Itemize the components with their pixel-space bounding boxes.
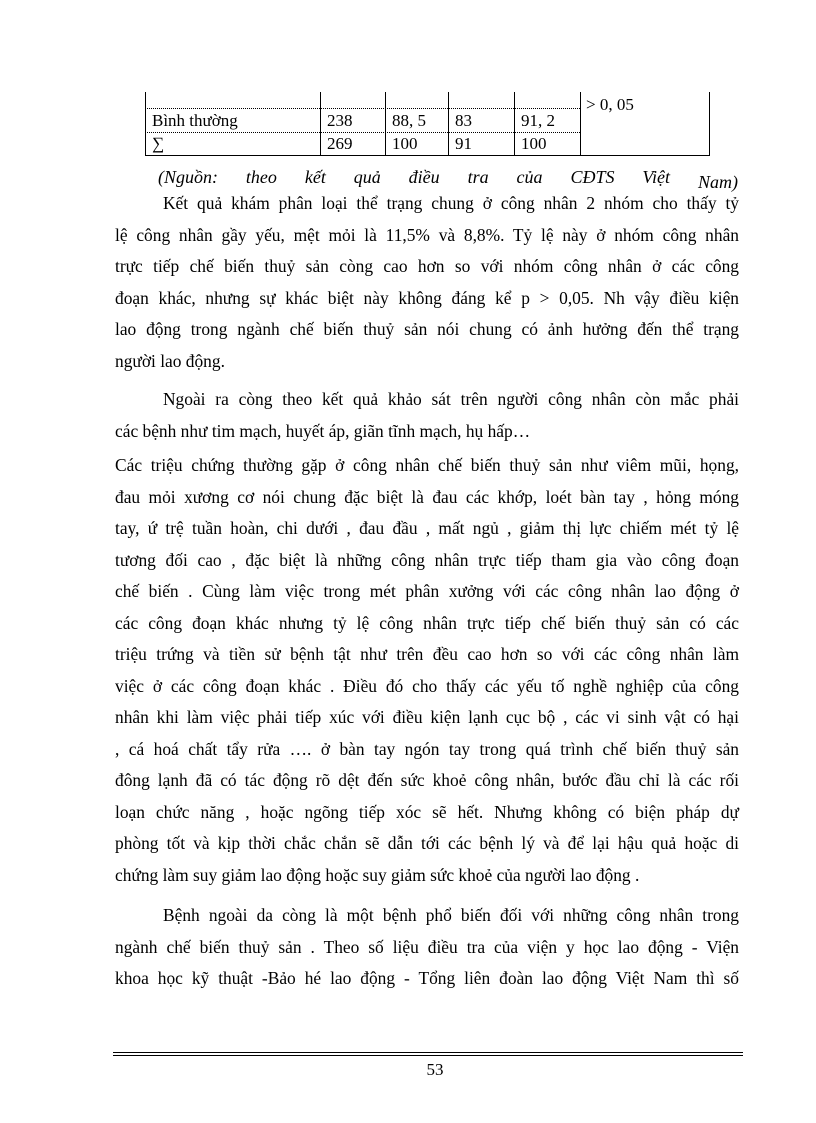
text-line: các công đoạn khác nhưng tỷ lệ công nhân trực tiếp chế biến thuỷ sản có các xyxy=(115,612,739,633)
text-line: , cá hoá chất tẩy rửa …. ở bàn tay ngón tay trong quá trình chế biến thuỷ sản xyxy=(115,738,739,759)
text-line: Các triệu chứng thường gặp ở công nhân chế biến thuỷ sản như viêm mũi, họng, xyxy=(115,455,739,475)
text-line: đông lạnh đã có tác động rõ dệt đến sức khoẻ công nhân, bước đầu chỉ là các rối xyxy=(115,770,739,790)
table-rule xyxy=(145,155,710,156)
text-line: loạn chức năng , hoặc ngõng tiếp xóc sẽ hết. Nhưng không có biện pháp dự xyxy=(115,801,739,822)
body-paragraph xyxy=(115,450,739,891)
table-divider xyxy=(580,92,581,156)
body-paragraph xyxy=(115,900,739,995)
table-divider xyxy=(448,92,449,156)
table-border-left xyxy=(145,92,146,156)
table-divider xyxy=(514,92,515,156)
table-cell: 100 xyxy=(521,134,547,153)
table-rule xyxy=(145,132,580,133)
caption-word: CĐTS xyxy=(570,167,615,187)
text-line: triệu trứng và tiền sử bệnh tật như trên đều cao hơn so với các công nhân làm xyxy=(115,644,739,664)
p-value-cell: > 0, 05 xyxy=(586,95,634,114)
table-cell: 269 xyxy=(327,134,353,153)
text-line: chế biến . Cùng làm việc trong mét phân xưởng với các công nhân lao động ở xyxy=(115,581,739,601)
text-line: khoa học kỹ thuật -Bảo hé lao động - Tổng liên đoàn lao động Việt Nam thì số xyxy=(115,968,739,988)
body-paragraph xyxy=(115,188,739,377)
caption-word: Việt xyxy=(642,167,671,187)
text-line: việc ở các công đoạn khác . Điều đó cho thấy các yếu tố nghề nghiệp của công xyxy=(115,675,739,696)
footer-rule xyxy=(113,1052,743,1053)
table-cell: 100 xyxy=(392,134,418,153)
footer-rule xyxy=(113,1055,743,1056)
text-line: Ngoài ra còng theo kết quả khảo sát trên người công nhân còn mắc phải xyxy=(163,389,739,409)
text-line: đau mỏi xương cơ nói chung đặc biệt là đau các khớp, loét bàn tay , hỏng móng xyxy=(115,486,739,507)
caption-word: của xyxy=(516,167,543,187)
text-line: tương đối cao , đặc biệt là những công nhân trực tiếp tham gia vào công đoạn xyxy=(115,549,739,570)
table-cell: 238 xyxy=(327,111,353,130)
text-line: đoạn khác, nhưng sự khác biệt này không đáng kể p > 0,05. Nh vậy điều kiện xyxy=(115,287,739,308)
data-table xyxy=(145,92,710,156)
caption-word: quả xyxy=(353,167,381,187)
text-line: ngành chế biến thuỷ sản . Theo số liệu điều tra của viện y học lao động - Viện xyxy=(115,936,739,957)
text-line: chứng làm suy giảm lao động hoặc suy giảm sức khoẻ của người lao động . xyxy=(115,864,640,885)
text-line: nhân khi làm việc phải tiếp xúc với điều kiện lạnh cục bộ , các vi sinh vật có hại xyxy=(115,707,739,727)
text-line: lệ công nhân gầy yếu, mệt mỏi là 11,5% và 8,8%. Tỷ lệ này ở nhóm công nhân xyxy=(115,224,739,245)
table-cell: 83 xyxy=(455,111,472,130)
caption-word: điều xyxy=(408,167,440,187)
table-divider xyxy=(385,92,386,156)
text-line: phòng tốt và kịp thời chắc chắn sẽ dẫn tới các bệnh lý và để lại hậu quả hoặc di xyxy=(115,833,739,853)
text-line: tay, ứ trệ tuần hoàn, chi dưới , đau đầu , mất ngủ , giảm thị lực chiếm mét tỷ lệ xyxy=(115,518,739,538)
table-cell: Bình thường xyxy=(152,111,238,130)
table-rule xyxy=(145,108,580,109)
body-paragraph xyxy=(115,384,739,447)
table-cell: 91 xyxy=(455,134,472,153)
table-source-caption xyxy=(158,166,738,192)
table-border-right xyxy=(709,92,710,156)
table-cell: 91, 2 xyxy=(521,111,555,130)
caption-word: kết xyxy=(304,167,326,187)
text-line: các bệnh như tim mạch, huyết áp, giãn tĩnh mạch, hụ hấp… xyxy=(115,420,531,441)
caption-word: (Nguồn: xyxy=(158,167,218,187)
table-cell: 88, 5 xyxy=(392,111,426,130)
page-number: 53 xyxy=(426,1060,444,1079)
text-line: lao động trong ngành chế biến thuỷ sản nói chung có ảnh hưởng đến thể trạng xyxy=(115,319,739,339)
caption-word: theo xyxy=(245,167,277,187)
caption-word: Nam) xyxy=(697,172,738,192)
table-cell: ∑ xyxy=(152,134,165,153)
text-line: người lao động. xyxy=(115,350,225,371)
text-line: Kết quả khám phân loại thể trạng chung ở công nhân 2 nhóm cho thấy tỷ xyxy=(163,193,739,213)
text-line: trực tiếp chế biến thuỷ sản còng cao hơn so với nhóm công nhân ở các công xyxy=(115,256,739,276)
text-line: Bệnh ngoài da còng là một bệnh phổ biến đối với những công nhân trong xyxy=(163,905,739,925)
caption-word: tra xyxy=(467,167,489,187)
table-divider xyxy=(320,92,321,156)
